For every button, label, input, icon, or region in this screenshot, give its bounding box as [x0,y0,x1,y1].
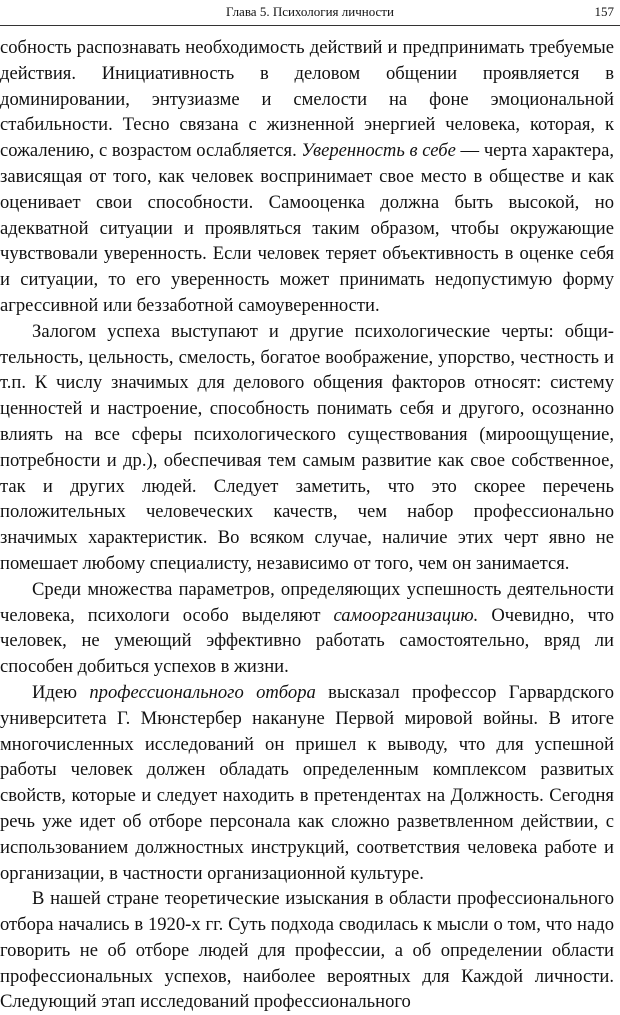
italic-term: профессионального отбора [89,681,316,703]
running-title: Глава 5. Психология личности [226,4,394,19]
running-head [0,3,620,27]
page-number: 157 [594,4,614,19]
paragraph [0,319,614,577]
italic-term: Уверенность в себе [301,140,456,162]
body-text [0,35,614,1015]
italic-term: самоорганизацию. [333,604,479,626]
paragraph [0,35,614,319]
paragraph [0,680,614,886]
header-rule [0,25,620,26]
text-run: Идею [32,681,90,703]
text-run: — черта характера, зависящая от того, как человек воспринимает свое место в обществе и как оценивает свои способности. Самооценка должна быть высокой, но адекватной ситуации и проявляться таким образом, чтобы окружающие чувствовали уверенность. Если человек теряет объективность в оценке себя и ситуации, то его уверенность может принимать недопустимую форму агрессивной или беззаботной самоуверенности. [0,140,614,316]
text-run: собность распознавать необходимость действий и предпринимать требуемые действия. Инициативность в деловом общении проявляется в доминировании, энтузиазме и смелости на фоне эмоциональной стабильности. Тесно связана с жизненной энергией человека, которая, к сожалению, с возрастом ослабляется. [0,37,614,162]
paragraph [0,886,614,1015]
text-run: В нашей стране теоретические изыскания в области профессионального отбора начались в 1920-х гг. Суть подхода сводилась к мысли о том, что надо говорить не об отборе людей для профессии, а об определении области профессиональных успехов, наиболее вероятных для Каждой личности. Следующий этап исследований профессионального [0,888,614,1013]
text-run: Очевидно, что человек, не умеющий эффективно работать самостоятельно, вряд ли способен добиться успехов в жизни. [0,604,615,678]
text-run: высказал профессор Гарвардского университета Г. Мюнстербер накануне Первой мировой войны. В итоге многочисленных исследований он пришел к выводу, что для успешной работы человек должен обладать определенным комплексом развитых свойств, которые и следует находить в претендентах на Должность. Сегодня речь уже идет об отборе персонала как сложно разветвленном действии, с использованием должностных инструкций, соответствия человека работе и организации, в частности организационной культуре. [0,681,615,884]
paragraph [0,577,614,680]
text-run: Среди множества параметров, определяющих успешность деятельности человека, психологи особо выделяют [0,578,614,626]
text-run: Залогом успеха выступают и другие психологические черты: общительность, цельность, смелость, богатое воображение, упорство, честность и т.п. К числу значимых для делового общения факторов относят: систему ценностей и настроение, способность понимать себя и другого, осознанно влиять на все сферы психологического существования (мироощущение, потребности и др.), обеспечивая тем самым развитие как свое собственное, так и других людей. Следует заметить, что это скорее перечень положительных человеческих качеств, чем набор профессионально значимых характеристик. Во всяком случае, наличие этих черт явно не помешает любому специалисту, независимо от того, чем он занимается. [0,320,614,574]
